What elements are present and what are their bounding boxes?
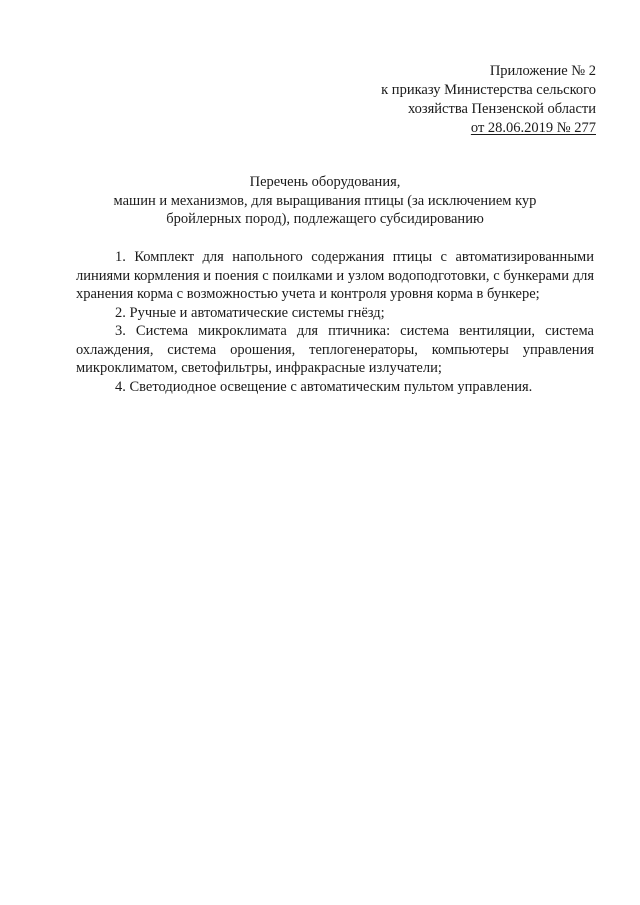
- appendix-number: Приложение № 2: [489, 63, 596, 79]
- document-title: [60, 173, 590, 229]
- equipment-list: [76, 248, 594, 396]
- appendix-order-ministry: к приказу Министерства сельского: [381, 82, 596, 98]
- title-line-2: машин и механизмов, для выращивания птицы (за исключением кур: [113, 192, 537, 209]
- appendix-order-date-number: от 28.06.2019 № 277: [470, 120, 596, 136]
- title-line-1: Перечень оборудования,: [249, 174, 401, 190]
- list-item: 4. Светодиодное освещение с автоматическим пультом управления.: [115, 378, 533, 395]
- list-item: 2. Ручные и автоматические системы гнёзд;: [115, 304, 385, 321]
- appendix-region: хозяйства Пензенской области: [407, 101, 596, 117]
- list-item: 1. Комплект для напольного содержания птицы с автоматизированными линиями кормления и поения с поилками и узлом водоподготовки, с бункерами для хранения корма с возможностью учета и контроля уровня корма в бункере;: [76, 249, 594, 302]
- appendix-header: [276, 62, 596, 138]
- title-line-3: бройлерных пород), подлежащего субсидированию: [166, 211, 484, 227]
- list-item: 3. Система микроклимата для птичника: система вентиляции, система охлаждения, система орошения, теплогенераторы, компьютеры управления микроклиматом, светофильтры, инфракрасные излучатели;: [76, 323, 594, 376]
